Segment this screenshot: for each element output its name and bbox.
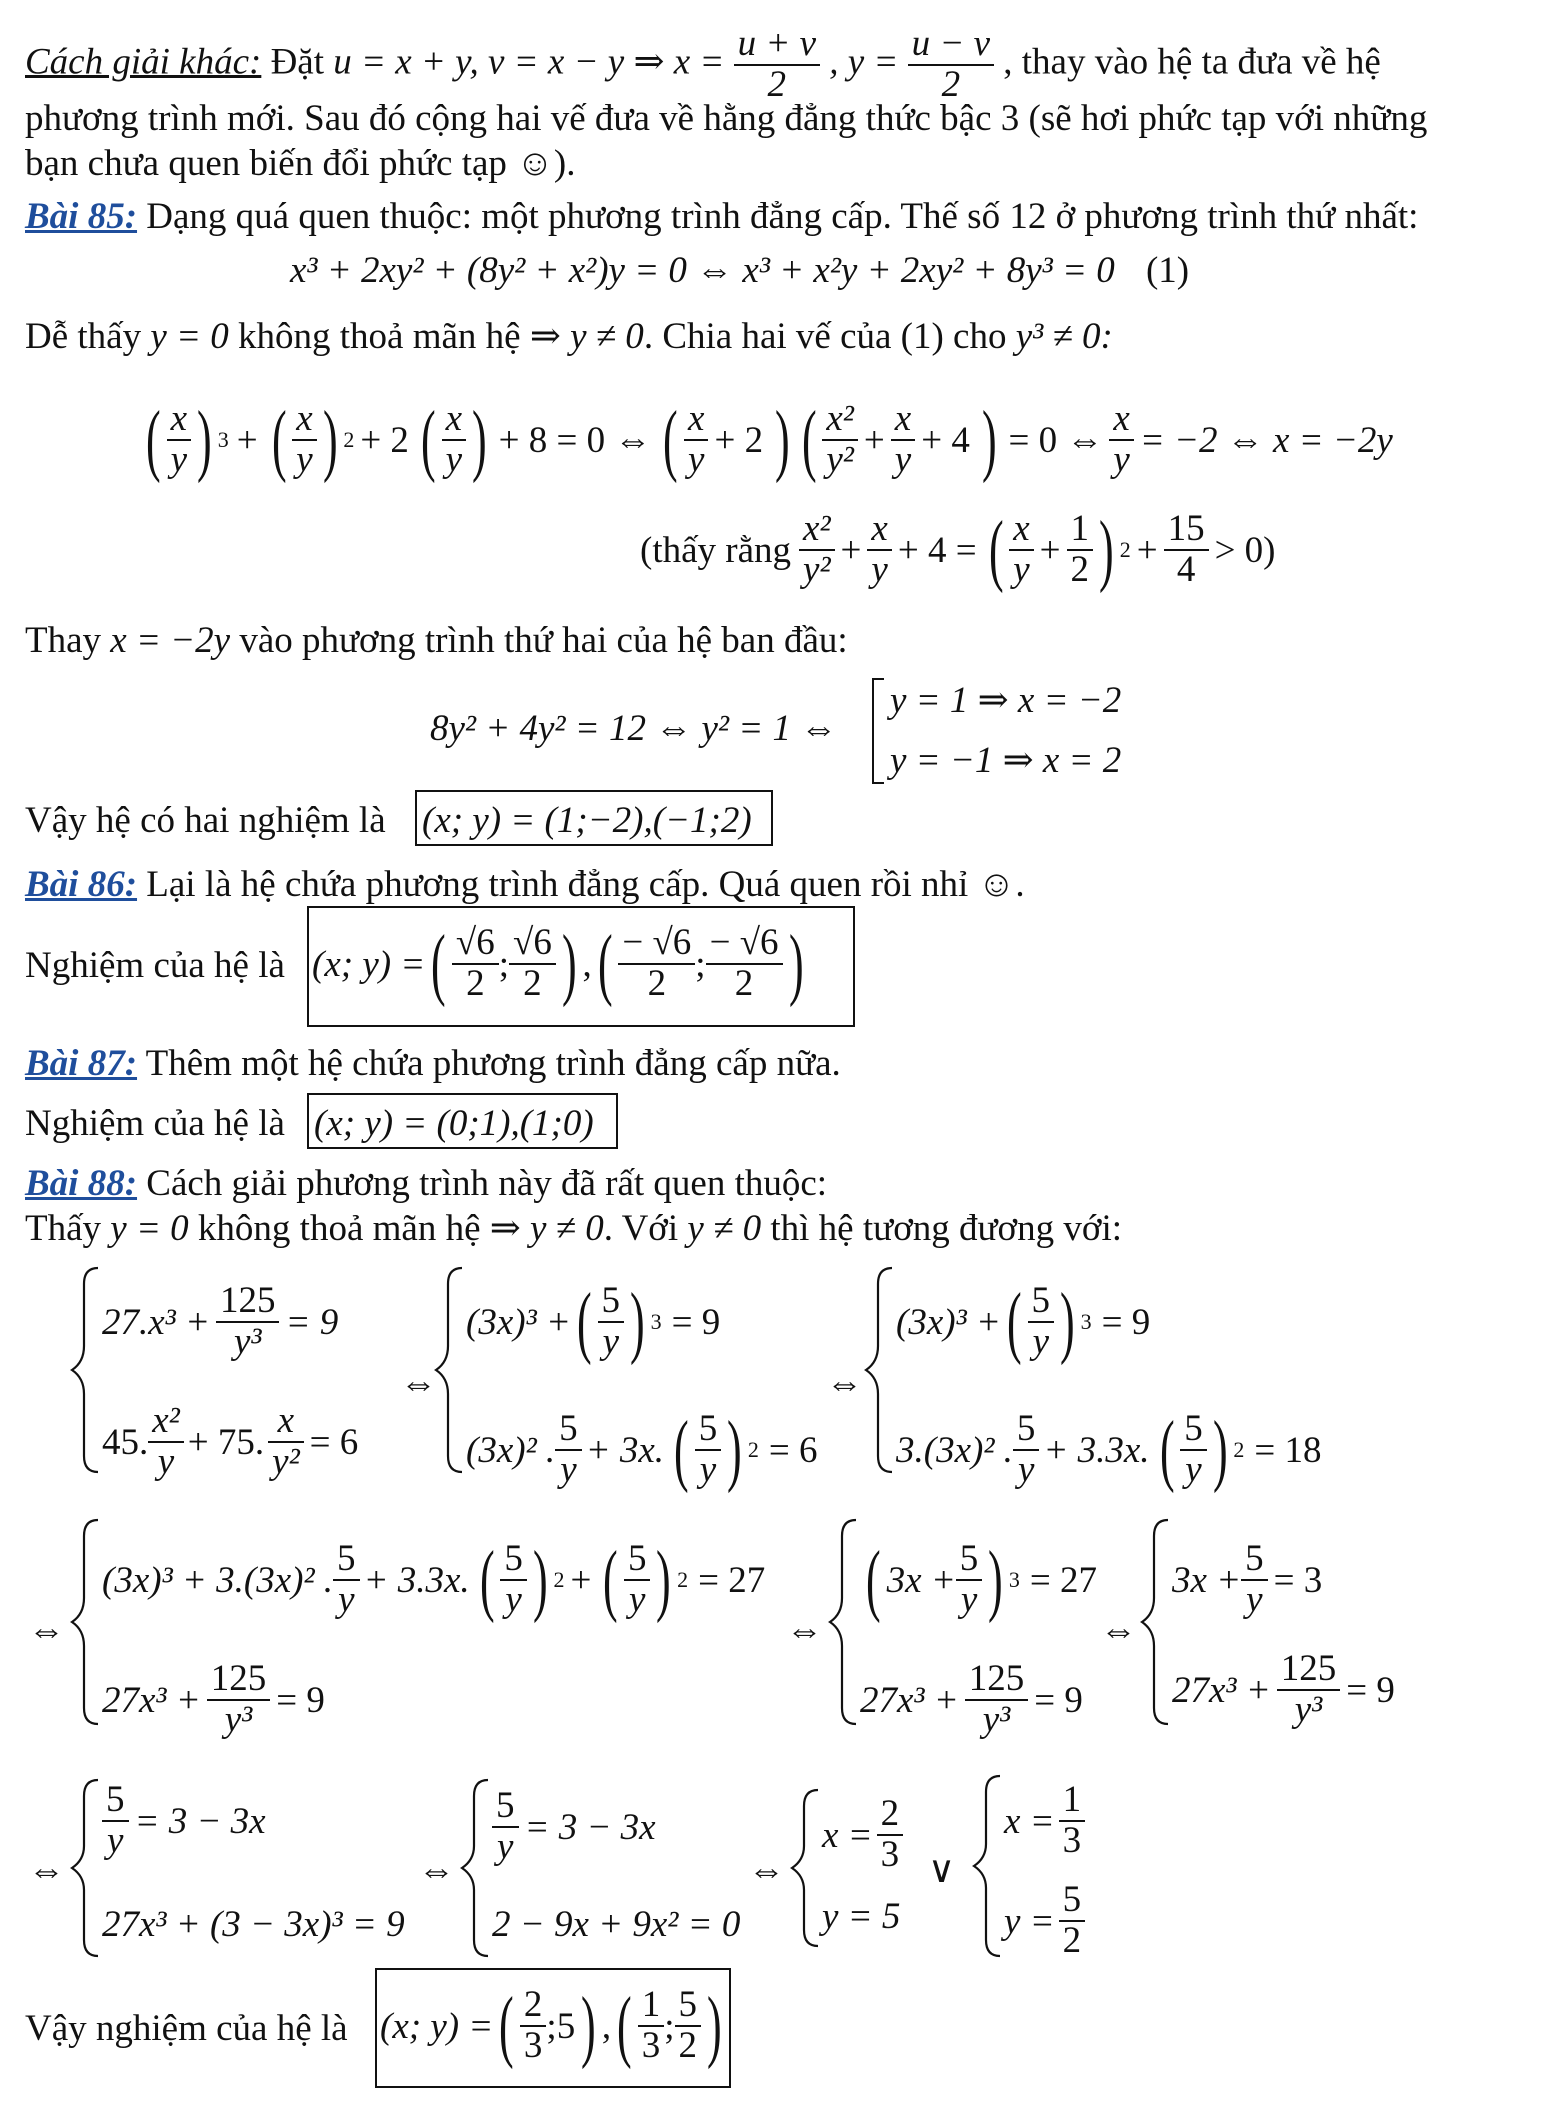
bai85-eq3: 8y² + 4y² = 12 ⇔ y² = 1 ⇔: [430, 708, 838, 749]
sys1-eq1-rhs: = 9: [285, 1301, 339, 1343]
sys6-eq2-rhs: = 9: [1346, 1669, 1395, 1711]
sys6-eq2-a: 27x³ +: [1172, 1669, 1271, 1711]
sys6-eq1-rhs: = 3: [1273, 1559, 1323, 1601]
sys3-eq2: 3.(3x)² . $\frac{5}{y}$ + 3.3x. ( $\frac{5}{y}$ ) 2 = 18: [896, 1406, 1322, 1494]
bai88-line2-f: y ≠ 0: [687, 1208, 762, 1249]
sys10-eq1: x = $\frac{1}{3}$: [1004, 1776, 1085, 1866]
bai85-conclusion: Vậy hệ có hai nghiệm là: [25, 800, 386, 841]
sys3-eq2-mid: + 3.3x.: [1043, 1429, 1150, 1471]
bai86-line1: Lại là hệ chứa phương trình đẳng cấp. Quá quen rồi nhỉ ☺.: [146, 864, 1025, 905]
iff-3: ⇔: [28, 1610, 65, 1651]
sys8-eq2: 2 − 9x + 9x² = 0: [492, 1904, 741, 1945]
sys4-eq2-rhs: = 9: [276, 1679, 325, 1721]
bai85-eq2-t1: + 2: [360, 419, 409, 461]
bai85-eq3-case2: y = −1 ⇒ x = 2: [890, 740, 1122, 781]
bai88-line1: Cách giải phương trình này đã rất quen thuộc:: [146, 1163, 828, 1204]
bai88-line2-b: y = 0: [110, 1208, 189, 1249]
brace-sys7: [72, 1780, 98, 1956]
bai85-line2-a: Dễ thấy: [25, 316, 142, 357]
bai85-line2-c: không thoả mãn hệ: [238, 316, 521, 357]
sys2-eq1-a: (3x)³ +: [466, 1301, 571, 1343]
sys5-eq1: ( 3x + $\frac{5}{y}$ ) 3 = 27: [865, 1536, 1098, 1624]
bai85-note-p2: + 4 =: [897, 529, 977, 571]
bai86-conclusion: Nghiệm của hệ là: [25, 945, 285, 986]
sys2-eq2: (3x)² . $\frac{5}{y}$ + 3x. ( $\frac{5}{y}$ ) 2 = 6: [466, 1406, 818, 1494]
bai86-answer-lhs: (x; y) =: [312, 943, 426, 985]
sys7-eq1: $\frac{5}{y}$ = 3 − 3x: [102, 1776, 266, 1866]
sys5-eq2-rhs: = 9: [1034, 1679, 1083, 1721]
bai87-line1: Thêm một hệ chứa phương trình đẳng cấp nữa.: [145, 1043, 841, 1084]
bai85-note: (thấy rằng $\frac{\text{x²}}{\text{y²}}$ + $\frac{x}{y}$ + 4 = ( $\frac{x}{y}$ + $\frac{1}{2}$ ) 2 + $\frac{15}{4}$ > 0): [640, 506, 1276, 594]
bai85-eq2-t6: = −2 ⇔ x = −2y: [1139, 419, 1393, 461]
intro-frac-2: $\frac{u - v}{2}$: [908, 25, 994, 105]
sys6-eq1-a: 3x +: [1172, 1559, 1242, 1601]
sys1-eq2-a: 45.: [102, 1421, 149, 1463]
bai85-eq1-text: x³ + 2xy² + (8y² + x²)y = 0 ⇔ x³ + x²y + 2xy² + 8y³ = 0: [290, 250, 1115, 291]
sys3-eq2-a: 3.(3x)² .: [896, 1429, 1013, 1471]
bai87-answer: (x; y) = (0;1),(1;0): [314, 1103, 594, 1144]
sys4-eq1-mid: + 3.3x.: [363, 1559, 470, 1601]
bai85-eq1-tag: (1): [1145, 250, 1190, 291]
sys2-eq2-mid: + 3x.: [585, 1429, 665, 1471]
iff-4: ⇔: [786, 1610, 823, 1651]
sys8-eq1: $\frac{5}{y}$ = 3 − 3x: [492, 1782, 656, 1872]
sys2-eq2-rhs: = 6: [768, 1429, 818, 1471]
sys8-eq1-rhs: = 3 − 3x: [524, 1806, 656, 1848]
bai85-line2-e: . Chia hai vế của (1) cho: [643, 316, 1007, 357]
sys4-eq2: 27x³ + $\frac{125}{\text{y³}}$ = 9: [102, 1658, 325, 1740]
sys1-eq2-mid: + 75.: [187, 1421, 265, 1463]
sys1-eq2: 45. $\frac{\text{x²}}{y}$ + 75. $\frac{x}{\text{y²}}$ = 6: [102, 1400, 359, 1482]
bai88-line2-g: thì hệ tương đương với:: [770, 1208, 1123, 1249]
bai88-line2-e: . Với: [603, 1208, 679, 1249]
iff-2: ⇔: [826, 1363, 863, 1404]
intro-line-2: phương trình mới. Sau đó cộng hai vế đưa về hằng đẳng thức bậc 3 (sẽ hơi phức tạp với những: [25, 98, 1428, 139]
sys9-eq1-a: x =: [822, 1814, 873, 1856]
sys7-eq2: 27x³ + (3 − 3x)³ = 9: [102, 1904, 405, 1945]
intro-eq-a: u = x + y, v = x − y ⇒ x =: [333, 41, 725, 83]
sys5-eq2-a: 27x³ +: [860, 1679, 959, 1721]
brace-sys3: [866, 1268, 892, 1472]
intro-line-3: bạn chưa quen biến đổi phức tạp ☺).: [25, 143, 576, 184]
brace-sys4: [72, 1520, 98, 1724]
bai85-eq3-case1: y = 1 ⇒ x = −2: [890, 680, 1122, 721]
iff-6: ⇔: [28, 1850, 65, 1891]
iff-7: ⇔: [418, 1850, 455, 1891]
sys10-eq2: y = $\frac{5}{2}$: [1004, 1876, 1085, 1966]
sys2-eq2-a: (3x)² .: [466, 1429, 556, 1471]
bai85-answer: (x; y) = (1;−2),(−1;2): [422, 800, 752, 841]
sys2-eq1: (3x)³ + ( $\frac{5}{y}$ ) 3 = 9: [466, 1278, 721, 1366]
sys5-eq1-a: 3x +: [886, 1559, 956, 1601]
iff-1: ⇔: [400, 1363, 437, 1404]
bai85-line1: Dạng quá quen thuộc: một phương trình đẳng cấp. Thế số 12 ở phương trình thứ nhất:: [146, 196, 1419, 237]
bai87-conclusion: Nghiệm của hệ là: [25, 1103, 285, 1144]
sys6-eq2: 27x³ + $\frac{125}{\text{y³}}$ = 9: [1172, 1648, 1395, 1730]
bai86-answer: (x; y) = ( $\frac{√6}{2}$ ; $\frac{√6}{2}$ ) , ( $\frac{- √6}{2}$ ; $\frac{- √6}{2}$ ): [312, 920, 804, 1008]
sys10-eq2-a: y =: [1004, 1900, 1055, 1942]
bai88-conclusion: Vậy nghiệm của hệ là: [25, 2008, 348, 2049]
iff-8: ⇔: [748, 1850, 785, 1891]
bai85-note-p1: +: [840, 529, 862, 571]
sys1-eq2-rhs: = 6: [309, 1421, 359, 1463]
sys7-eq1-rhs: = 3 − 3x: [134, 1800, 266, 1842]
intro-eq-b: , y =: [829, 41, 899, 83]
bai85-eq2-t5: = 0 ⇔: [1008, 419, 1104, 461]
bai85-line2-f: y³ ≠ 0:: [1015, 316, 1113, 357]
bai88-answer: (x; y) = ( $\frac{2}{3}$ ;5 ) , ( $\frac{1}{3}$ ; $\frac{5}{2}$ ): [380, 1982, 722, 2070]
bai85-eq2-t2: + 8 = 0 ⇔: [498, 419, 652, 461]
brace-sys5: [830, 1520, 856, 1724]
intro-label: Cách giải khác:: [25, 41, 262, 83]
sys10-eq1-a: x =: [1004, 1800, 1055, 1842]
bai88-label: Bài 88:: [25, 1163, 138, 1204]
bai85-eq2: ( $\frac{x}{y}$ ) 3 + ( $\frac{x}{y}$ ) 2 + 2 ( $\frac{x}{y}$ ) + 8 = 0 ⇔ ( $\frac{x}{y}$ + 2 ) ( $\frac{\text{x²}}{\text{y²}}$ + $\frac{x}{y}$ + 4 ) = 0 ⇔ $\frac{x}{y}$ = −2 ⇔ x = −2y: [145, 396, 1393, 484]
bai85-note-open: (thấy rằng: [640, 529, 792, 571]
sys1-eq1-a: 27.x³ +: [102, 1301, 210, 1343]
bai85-line2-b: y = 0: [150, 316, 229, 357]
sys3-eq1-rhs: = 9: [1101, 1301, 1151, 1343]
sys3-eq1: (3x)³ + ( $\frac{5}{y}$ ) 3 = 9: [896, 1278, 1151, 1366]
bai85-note-p3: +: [1136, 529, 1158, 571]
intro-frac-1: $\frac{u + v}{2}$: [734, 25, 820, 105]
sys2-eq1-rhs: = 9: [671, 1301, 721, 1343]
intro-tail: , thay vào hệ ta đưa về hệ: [1003, 41, 1381, 83]
sys3-eq1-a: (3x)³ +: [896, 1301, 1001, 1343]
bai85-eq2-t4: + 4: [921, 419, 970, 461]
brace-sys10: [974, 1776, 1000, 1956]
bai85-line3-b: x = −2y: [110, 620, 231, 661]
brace-sys6: [1142, 1520, 1168, 1724]
brace-sys1: [72, 1268, 98, 1472]
sys5-eq1-rhs: = 27: [1029, 1559, 1098, 1601]
bai87-label: Bài 87:: [25, 1043, 138, 1084]
iff-5: ⇔: [1100, 1610, 1137, 1651]
sys4-eq1-rhs: = 27: [698, 1559, 766, 1601]
bai85-eq2-t3: + 2: [714, 419, 764, 461]
bai86-label: Bài 86:: [25, 864, 138, 905]
sys4-eq1-a: (3x)³ + 3.(3x)² .: [102, 1559, 334, 1601]
sys9-eq2: y = 5: [822, 1896, 901, 1937]
or-symbol: ∨: [928, 1850, 956, 1891]
bai85-line2-d: ⇒ y ≠ 0: [529, 316, 644, 357]
bai85-line3-c: vào phương trình thứ hai của hệ ban đầu:: [239, 620, 848, 661]
sys9-eq1: x = $\frac{2}{3}$: [822, 1790, 903, 1880]
sys6-eq1: 3x + $\frac{5}{y}$ = 3: [1172, 1538, 1323, 1620]
brace-sys9: [792, 1790, 818, 1946]
bai88-line2-c: không thoả mãn hệ: [197, 1208, 481, 1249]
sys5-eq2: 27x³ + $\frac{125}{\text{y³}}$ = 9: [860, 1658, 1083, 1740]
bai88-line2-a: Thấy: [25, 1208, 102, 1249]
brace-sys2: [436, 1268, 462, 1472]
sys1-eq1: 27.x³ + $\frac{125}{\text{y³}}$ = 9: [102, 1280, 339, 1362]
sys4-eq1-plus: +: [570, 1559, 592, 1601]
bai88-answer-lhs: (x; y) =: [380, 2005, 494, 2047]
intro-text: Đặt: [270, 41, 325, 83]
sys3-eq2-rhs: = 18: [1254, 1429, 1322, 1471]
sys4-eq2-a: 27x³ +: [102, 1679, 201, 1721]
bai85-note-gt: > 0): [1214, 529, 1276, 571]
bai85-line3-a: Thay: [25, 620, 102, 661]
bai88-line2-d: ⇒ y ≠ 0: [489, 1208, 604, 1249]
sys4-eq1: (3x)³ + 3.(3x)² . $\frac{5}{y}$ + 3.3x. ( $\frac{5}{y}$ ) 2 + ( $\frac{5}{y}$ ) 2 = 27: [102, 1536, 766, 1624]
brace-sys8: [462, 1780, 488, 1956]
bai85-label: Bài 85:: [25, 196, 138, 237]
